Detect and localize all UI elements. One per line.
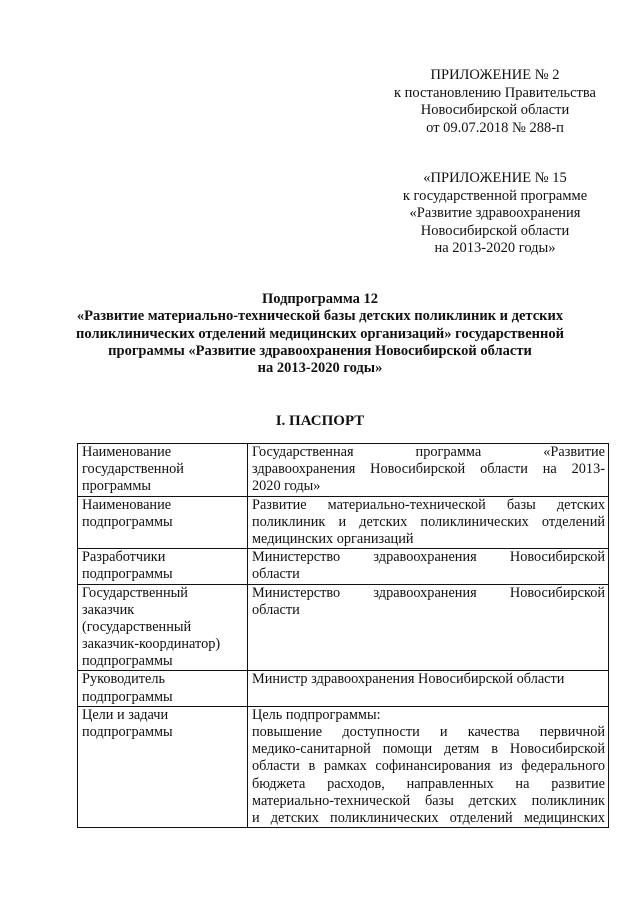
appendix-line: от 09.07.2018 № 288-п — [426, 119, 564, 136]
row-value — [248, 706, 609, 827]
appendix-line: на 2013-2020 годы» — [434, 240, 556, 256]
passport-table — [77, 443, 609, 828]
row-label — [78, 706, 248, 827]
appendix-line: «Развитие здравоохранения — [409, 205, 581, 221]
value-line: здравоохранения Новосибирской области на 2013- — [252, 461, 605, 478]
table-row — [78, 671, 609, 706]
value-line: области в рамках софинансирования из федерального — [252, 758, 605, 775]
title-line: поликлинических отделений медицинских организаций» государственной — [76, 325, 564, 342]
label-line: заказчик-координатор) — [82, 636, 221, 653]
label-line: Наименование — [82, 444, 172, 460]
table-row — [78, 444, 609, 497]
appendix-header-program — [380, 170, 610, 258]
row-value — [248, 584, 609, 671]
label-line: подпрограммы — [82, 724, 173, 740]
row-label — [78, 444, 248, 497]
label-line: подпрограммы — [82, 653, 173, 670]
row-label — [78, 671, 248, 706]
value-line: области — [252, 601, 300, 618]
appendix-line: ПРИЛОЖЕНИЕ № 2 — [430, 67, 560, 83]
subprogram-title — [60, 291, 580, 377]
label-line: подпрограммы — [82, 566, 173, 583]
appendix-header-resolution — [380, 67, 610, 137]
value-line: Государственная программа «Развитие — [252, 444, 605, 460]
label-line: Разработчики — [82, 549, 166, 566]
title-line: Подпрограмма 12 — [261, 291, 379, 307]
appendix-line: к постановлению Правительства — [394, 84, 596, 101]
appendix-line: Новосибирской области — [420, 222, 570, 239]
value-line: Развитие материально-технической базы детских — [252, 496, 605, 513]
label-line: Наименование — [82, 496, 172, 513]
row-value — [248, 496, 609, 549]
label-line: программы — [82, 478, 152, 495]
label-line: Руководитель — [82, 671, 166, 688]
row-label — [78, 549, 248, 584]
value-line: и детских поликлинических отделений медицинских — [252, 809, 605, 826]
row-label — [78, 496, 248, 549]
value-line: Министерство здравоохранения Новосибирской — [252, 549, 605, 566]
row-value — [248, 671, 609, 706]
title-line: программы «Развитие здравоохранения Новосибирской области — [108, 342, 532, 359]
row-value — [248, 549, 609, 584]
table-row — [78, 549, 609, 584]
label-line: Государственный — [82, 584, 188, 601]
value-line: 2020 годы» — [252, 478, 321, 495]
table-row — [78, 496, 609, 549]
title-line: «Развитие материально-технической базы детских поликлиник и детских — [76, 308, 564, 325]
label-line: (государственный — [82, 618, 192, 635]
appendix-line: к государственной программе — [402, 187, 588, 204]
label-line: государственной — [82, 461, 184, 478]
table-row — [78, 706, 609, 827]
label-line: подпрограммы — [82, 513, 173, 530]
label-line: заказчик — [82, 601, 135, 618]
value-line: бюджета расходов, направленных на развитие — [252, 775, 605, 792]
table-row — [78, 584, 609, 671]
label-line: Цели и задачи — [82, 706, 169, 723]
title-line: на 2013-2020 годы» — [257, 360, 383, 377]
appendix-line: Новосибирской области — [420, 102, 570, 118]
value-line: Цель подпрограммы: — [252, 706, 381, 723]
value-line: области — [252, 566, 300, 583]
value-line: Министр здравоохранения Новосибирской области — [252, 671, 565, 688]
value-line: материально-технической базы детских поликлиник — [252, 792, 605, 809]
value-line: повышение доступности и качества первичной — [252, 724, 605, 740]
value-line: Министерство здравоохранения Новосибирской — [252, 584, 605, 601]
section-title: I. ПАСПОРТ — [275, 413, 365, 429]
value-line: медицинских организаций — [252, 530, 414, 547]
label-line: подпрограммы — [82, 688, 173, 705]
appendix-line: «ПРИЛОЖЕНИЕ № 15 — [423, 170, 567, 186]
row-label — [78, 584, 248, 671]
value-line: медико-санитарной помощи детям в Новосибирской — [252, 741, 605, 758]
value-line: поликлиник и детских поликлинических отделений — [252, 513, 605, 530]
row-value — [248, 444, 609, 497]
